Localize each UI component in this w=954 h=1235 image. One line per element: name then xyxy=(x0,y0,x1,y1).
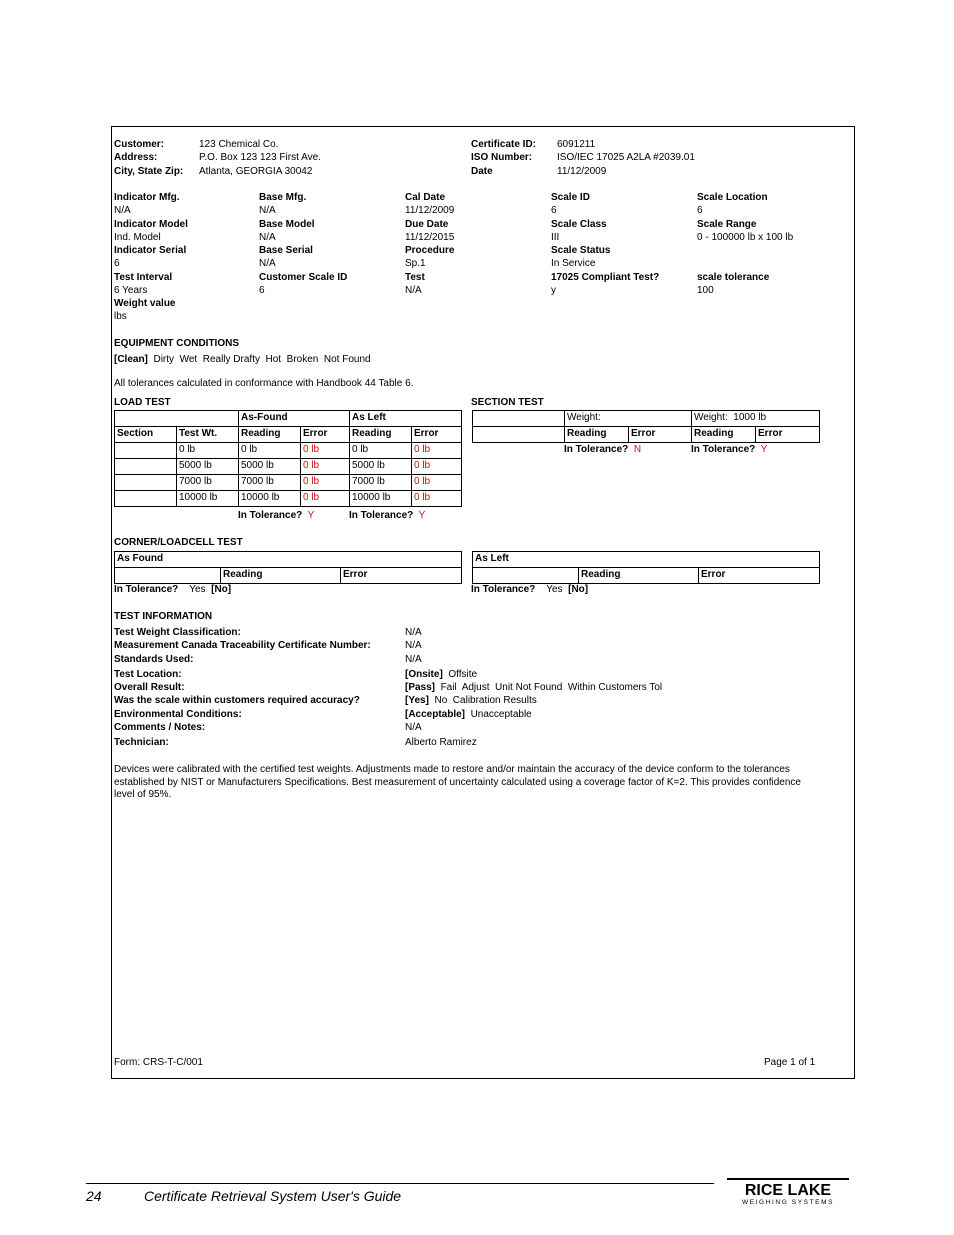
col-header: Reading xyxy=(692,427,756,443)
corner-as-left-table xyxy=(472,551,820,584)
load-test-table xyxy=(114,410,462,507)
test-info-value xyxy=(405,627,422,640)
test-info-label: Technician: xyxy=(114,737,169,748)
error-cell: 0 lb xyxy=(301,475,350,491)
info-label: Indicator Mfg. xyxy=(114,192,180,203)
info-value: N/A xyxy=(259,205,276,216)
col-header: Reading xyxy=(221,568,341,584)
tolerance-note: All tolerances calculated in conformance with Handbook 44 Table 6. xyxy=(114,378,414,389)
test-info-label: Was the scale within customers required accuracy? xyxy=(114,695,360,706)
address-label: Address: xyxy=(114,152,158,163)
customer-value: 123 Chemical Co. xyxy=(199,139,279,150)
form-id: Form: CRS-T-C/001 xyxy=(114,1057,203,1068)
corner-found-tolerance xyxy=(114,584,231,597)
load-found-tolerance xyxy=(238,510,314,523)
reading-cell: 0 lb xyxy=(239,443,301,459)
section-cell xyxy=(115,491,177,507)
info-value: y xyxy=(551,285,556,296)
info-value: Ind. Model xyxy=(114,232,161,243)
equipment-conditions xyxy=(114,354,371,367)
info-value: 6 xyxy=(259,285,265,296)
info-label: Base Serial xyxy=(259,245,313,256)
date-label: Date xyxy=(471,166,493,177)
certificate-id-label: Certificate ID: xyxy=(471,139,537,150)
test-info-options: Unacceptable xyxy=(470,709,532,720)
error-cell: 0 lb xyxy=(412,459,462,475)
load-left-tolerance xyxy=(349,510,425,523)
load-test-blank xyxy=(115,411,239,427)
table-row xyxy=(115,475,462,491)
date-value: 11/12/2009 xyxy=(557,166,607,177)
section-found-tolerance xyxy=(564,444,641,457)
info-value: 6 xyxy=(551,205,557,216)
col-header: Error xyxy=(301,427,350,443)
info-value: N/A xyxy=(259,232,276,243)
test-info-label: Overall Result: xyxy=(114,682,185,693)
equipment-selected: [Clean] xyxy=(114,354,148,365)
test-info-value xyxy=(405,737,477,750)
load-test-title: LOAD TEST xyxy=(114,397,171,408)
certificate-id-value: 6091211 xyxy=(557,139,596,150)
col-header: Section xyxy=(115,427,177,443)
test-info-label: Measurement Canada Traceability Certificate Number: xyxy=(114,640,371,651)
city-value: Atlanta, GEORGIA 30042 xyxy=(199,166,313,177)
info-value: Sp.1 xyxy=(405,258,426,269)
test-info-selected: [Yes] xyxy=(405,695,429,706)
tolerance-value: Y xyxy=(418,510,426,521)
section-blank xyxy=(473,411,565,427)
info-value: N/A xyxy=(259,258,276,269)
iso-number-value: ISO/IEC 17025 A2LA #2039.01 xyxy=(557,152,695,163)
test-info-value xyxy=(405,722,422,735)
info-value: 100 xyxy=(697,285,714,296)
reading-cell: 10000 lb xyxy=(239,491,301,507)
test-info-label: Comments / Notes: xyxy=(114,722,206,733)
test-info-selected: [Acceptable] xyxy=(405,709,466,720)
iso-number-label: ISO Number: xyxy=(471,152,533,163)
error-cell: 0 lb xyxy=(301,459,350,475)
col-header: Error xyxy=(412,427,462,443)
load-as-left-header: As Left xyxy=(350,411,462,427)
test-weight-cell: 7000 lb xyxy=(177,475,239,491)
test-info-label: Test Weight Classification: xyxy=(114,627,241,638)
section-test-title: SECTION TEST xyxy=(471,397,544,408)
calibration-disclaimer: Devices were calibrated with the certified test weights. Adjustments made to restore and/or maintain the accuracy of the device conform to the tolerances established by NIST or Manufacturers Specifications. Best measurement of uncertainty calculated using a coverage factor of K=2. This provides confidence level of 95%. xyxy=(114,764,801,800)
info-label: Scale ID xyxy=(551,192,590,203)
tolerance-value: Y xyxy=(307,510,315,521)
error-cell: 0 lb xyxy=(412,443,462,459)
tolerance-yes: Yes xyxy=(189,584,206,595)
col-header: Error xyxy=(341,568,462,584)
tolerance-yes: Yes xyxy=(546,584,563,595)
info-label: Base Model xyxy=(259,219,315,230)
info-value: 11/12/2009 xyxy=(405,205,455,216)
info-value: 11/12/2015 xyxy=(405,232,455,243)
col-header: Reading xyxy=(565,427,629,443)
info-value: 6 Years xyxy=(114,285,148,296)
info-label: Base Mfg. xyxy=(259,192,307,203)
equipment-title: EQUIPMENT CONDITIONS xyxy=(114,338,240,349)
test-weight-cell: 0 lb xyxy=(177,443,239,459)
info-value: lbs xyxy=(114,311,127,322)
reading-cell: 7000 lb xyxy=(239,475,301,491)
table-row xyxy=(115,491,462,507)
info-label: Test xyxy=(405,272,425,283)
section-weight-left: Weight: 1000 lb xyxy=(692,411,820,427)
test-info-options: Fail Adjust Unit Not Found Within Customers Tol xyxy=(440,682,663,693)
corner-blank xyxy=(115,568,221,584)
info-label: Scale Status xyxy=(551,245,611,256)
rice-lake-logo xyxy=(724,1173,852,1209)
col-header: Reading xyxy=(579,568,699,584)
test-info-value xyxy=(405,669,477,682)
info-value: 6 xyxy=(697,205,703,216)
info-label: Customer Scale ID xyxy=(259,272,348,283)
info-value: 0 - 100000 lb x 100 lb xyxy=(697,232,794,243)
test-info-options: Alberto Ramirez xyxy=(405,737,477,748)
info-label: Due Date xyxy=(405,219,449,230)
info-label: Scale Range xyxy=(697,219,757,230)
test-info-label: Standards Used: xyxy=(114,654,194,665)
corner-blank xyxy=(473,568,579,584)
tolerance-label: In Tolerance? xyxy=(114,584,179,595)
reading-cell: 5000 lb xyxy=(350,459,412,475)
error-cell: 0 lb xyxy=(412,475,462,491)
info-label: Procedure xyxy=(405,245,455,256)
test-weight-cell: 5000 lb xyxy=(177,459,239,475)
table-row xyxy=(115,443,462,459)
section-weight-found: Weight: xyxy=(565,411,692,427)
city-label: City, State Zip: xyxy=(114,166,184,177)
info-label: Scale Location xyxy=(697,192,768,203)
test-info-value xyxy=(405,709,532,722)
error-cell: 0 lb xyxy=(301,443,350,459)
reading-cell: 0 lb xyxy=(350,443,412,459)
info-label: Test Interval xyxy=(114,272,173,283)
reading-cell: 7000 lb xyxy=(350,475,412,491)
page-count: Page 1 of 1 xyxy=(764,1057,816,1068)
test-info-value xyxy=(405,682,662,695)
tolerance-label: In Tolerance? xyxy=(238,510,303,521)
test-info-options: N/A xyxy=(405,722,422,733)
col-header: Error xyxy=(629,427,692,443)
logo-wordmark: RICE LAKE xyxy=(744,1182,832,1199)
test-weight-cell: 10000 lb xyxy=(177,491,239,507)
address-value: P.O. Box 123 123 First Ave. xyxy=(199,152,321,163)
test-info-label: Test Location: xyxy=(114,669,182,680)
col-header: Reading xyxy=(350,427,412,443)
section-cell xyxy=(115,443,177,459)
test-info-options: N/A xyxy=(405,627,422,638)
test-info-value xyxy=(405,640,422,653)
section-test-table xyxy=(472,410,820,443)
corner-as-left-header: As Left xyxy=(473,552,820,568)
error-cell: 0 lb xyxy=(412,491,462,507)
test-info-options: N/A xyxy=(405,640,422,651)
equipment-options: Dirty Wet Really Drafty Hot Broken Not Found xyxy=(153,354,371,365)
tolerance-label: In Tolerance? xyxy=(349,510,414,521)
tolerance-no: [No] xyxy=(211,584,232,595)
section-left-tolerance xyxy=(691,444,767,457)
info-value: III xyxy=(551,232,560,243)
col-header: Test Wt. xyxy=(177,427,239,443)
info-value: N/A xyxy=(405,285,422,296)
tolerance-value: N xyxy=(633,444,642,455)
corner-as-found-header: As Found xyxy=(115,552,462,568)
tolerance-label: In Tolerance? xyxy=(564,444,629,455)
section-cell xyxy=(115,459,177,475)
test-info-options: Offsite xyxy=(448,669,478,680)
corner-test-title: CORNER/LOADCELL TEST xyxy=(114,537,243,548)
info-label: 17025 Compliant Test? xyxy=(551,272,660,283)
test-info-label: Environmental Conditions: xyxy=(114,709,242,720)
document-title: Certificate Retrieval System User's Guide xyxy=(144,1188,402,1204)
customer-label: Customer: xyxy=(114,139,165,150)
table-row xyxy=(115,459,462,475)
test-info-selected: [Onsite] xyxy=(405,669,443,680)
corner-left-tolerance xyxy=(471,584,588,597)
info-label: Weight value xyxy=(114,298,176,309)
info-label: Indicator Model xyxy=(114,219,188,230)
logo-subtitle: WEIGHING SYSTEMS xyxy=(741,1199,835,1206)
col-header: Error xyxy=(699,568,820,584)
test-info-options: No Calibration Results xyxy=(434,695,537,706)
test-info-value xyxy=(405,695,537,708)
test-info-options: N/A xyxy=(405,654,422,665)
info-value: 6 xyxy=(114,258,120,269)
test-info-value xyxy=(405,654,422,667)
tolerance-label: In Tolerance? xyxy=(471,584,536,595)
logo-bar xyxy=(727,1178,849,1180)
section-cell xyxy=(115,475,177,491)
tolerance-value: Y xyxy=(760,444,768,455)
page-number: 24 xyxy=(86,1188,102,1204)
error-cell: 0 lb xyxy=(301,491,350,507)
col-header: Error xyxy=(756,427,820,443)
test-info-title: TEST INFORMATION xyxy=(114,611,213,622)
section-blank xyxy=(473,427,565,443)
load-as-found-header: As-Found xyxy=(239,411,350,427)
col-header: Reading xyxy=(239,427,301,443)
corner-as-found-table xyxy=(114,551,462,584)
info-label: Cal Date xyxy=(405,192,446,203)
reading-cell: 5000 lb xyxy=(239,459,301,475)
reading-cell: 10000 lb xyxy=(350,491,412,507)
test-info-selected: [Pass] xyxy=(405,682,436,693)
info-value: In Service xyxy=(551,258,596,269)
info-value: N/A xyxy=(114,205,131,216)
footer-rule xyxy=(86,1183,714,1184)
info-label: Indicator Serial xyxy=(114,245,187,256)
info-label: Scale Class xyxy=(551,219,607,230)
tolerance-label: In Tolerance? xyxy=(691,444,756,455)
certificate-frame xyxy=(111,126,855,1079)
tolerance-no: [No] xyxy=(568,584,589,595)
info-label: scale tolerance xyxy=(697,272,770,283)
